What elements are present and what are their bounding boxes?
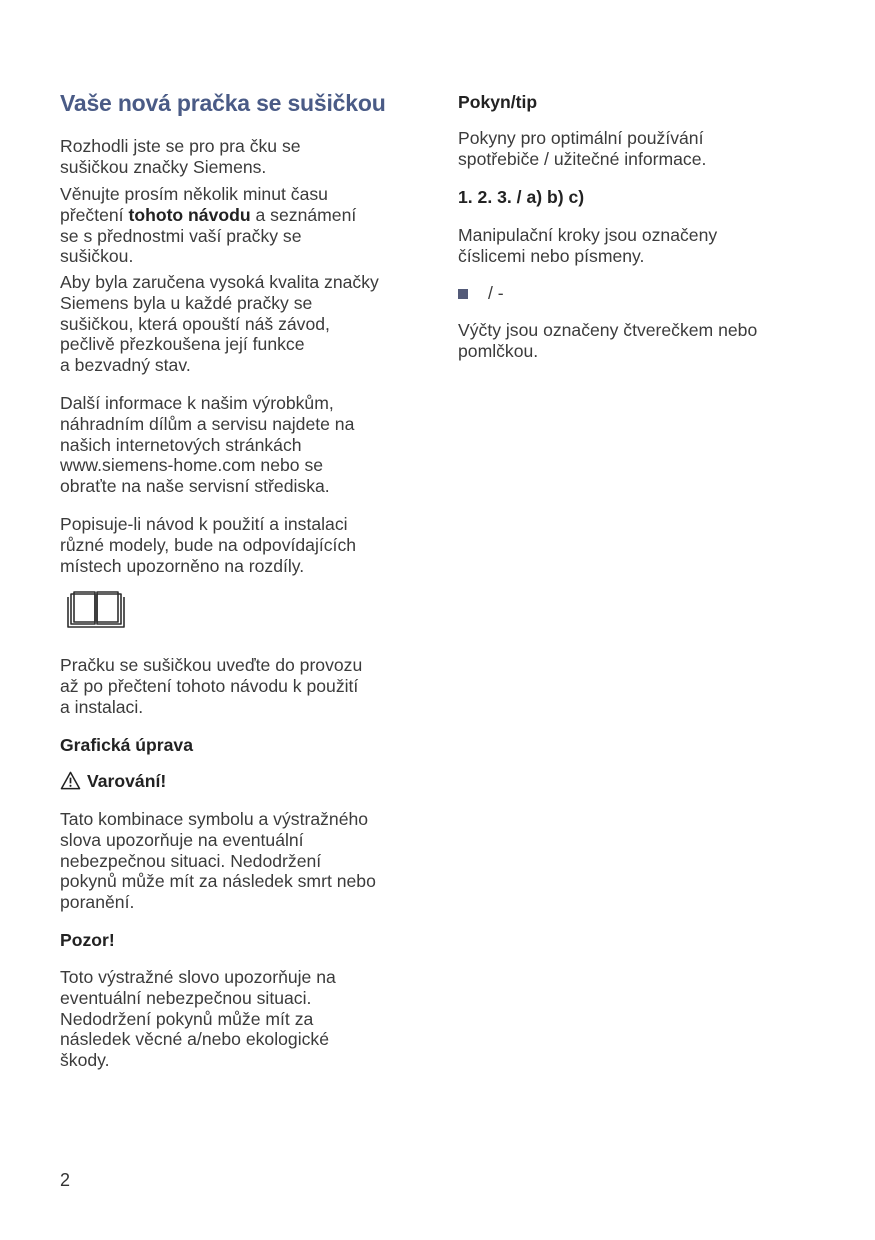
read-manual-notice: Pračku se sušičkou uveďte do provozu až po přečtení tohoto návodu k použití a instalaci. xyxy=(60,655,363,717)
heading-tip: Pokyn/tip xyxy=(458,92,538,112)
intro-paragraph-1: Rozhodli jste se pro pra čku se sušičkou značky Siemens. xyxy=(60,136,301,177)
warning-description: Tato kombinace symbolu a výstražného slova upozorňuje na eventuální nebezpečnou situaci. Nedodržení pokynů může mít za následek smrt nebo poranění. xyxy=(60,809,376,913)
page-title: Vaše nová pračka se sušičkou xyxy=(60,90,386,116)
list-description: Výčty jsou označeny čtverečkem nebo pomlčkou. xyxy=(458,320,758,361)
heading-warning xyxy=(60,771,166,792)
heading-graphic-layout: Grafická úprava xyxy=(60,735,194,755)
square-bullet-icon xyxy=(458,289,468,299)
intro-paragraph-3: Aby byla zaručena vysoká kvalita značky Siemens byla u každé pračky se sušičkou, která opouští náš závod, pečlivě přezkoušena její funkce a bezvadný stav. xyxy=(60,272,379,376)
intro-paragraph-5: Popisuje-li návod k použití a instalaci různé modely, bude na odpovídajících místech upozorněno na rozdíly. xyxy=(60,514,357,576)
book-icon xyxy=(66,589,126,629)
heading-caution: Pozor! xyxy=(60,930,115,950)
heading-steps: 1. 2. 3. / a) b) c) xyxy=(458,187,585,207)
warning-triangle-icon xyxy=(60,771,81,790)
intro-paragraph-2-a: Věnujte prosím několik minut času přečtení xyxy=(60,184,328,225)
intro-paragraph-4: Další informace k našim výrobkům, náhradním dílům a servisu najdete na našich internetových stránkách www.siemens-home.com nebo se obraťte na naše servisní střediska. xyxy=(60,393,355,497)
caution-description: Toto výstražné slovo upozorňuje na eventuální nebezpečnou situaci. Nedodržení pokynů může mít za následek věcné a/nebo ekologické škody. xyxy=(60,967,336,1071)
heading-warning-label: Varování! xyxy=(87,771,167,791)
intro-paragraph-2-b: a seznámení se s přednostmi vaší pračky se sušičkou. xyxy=(60,204,357,267)
tip-description: Pokyny pro optimální používání spotřebiče / užitečné informace. xyxy=(458,128,707,169)
page-number: 2 xyxy=(60,1170,71,1190)
steps-description: Manipulační kroky jsou označeny číslicemi nebo písmeny. xyxy=(458,225,718,266)
intro-paragraph-2-bold: tohoto návodu xyxy=(128,204,251,225)
bullet-symbols: / - xyxy=(488,283,504,303)
intro-paragraph-2 xyxy=(60,184,356,267)
